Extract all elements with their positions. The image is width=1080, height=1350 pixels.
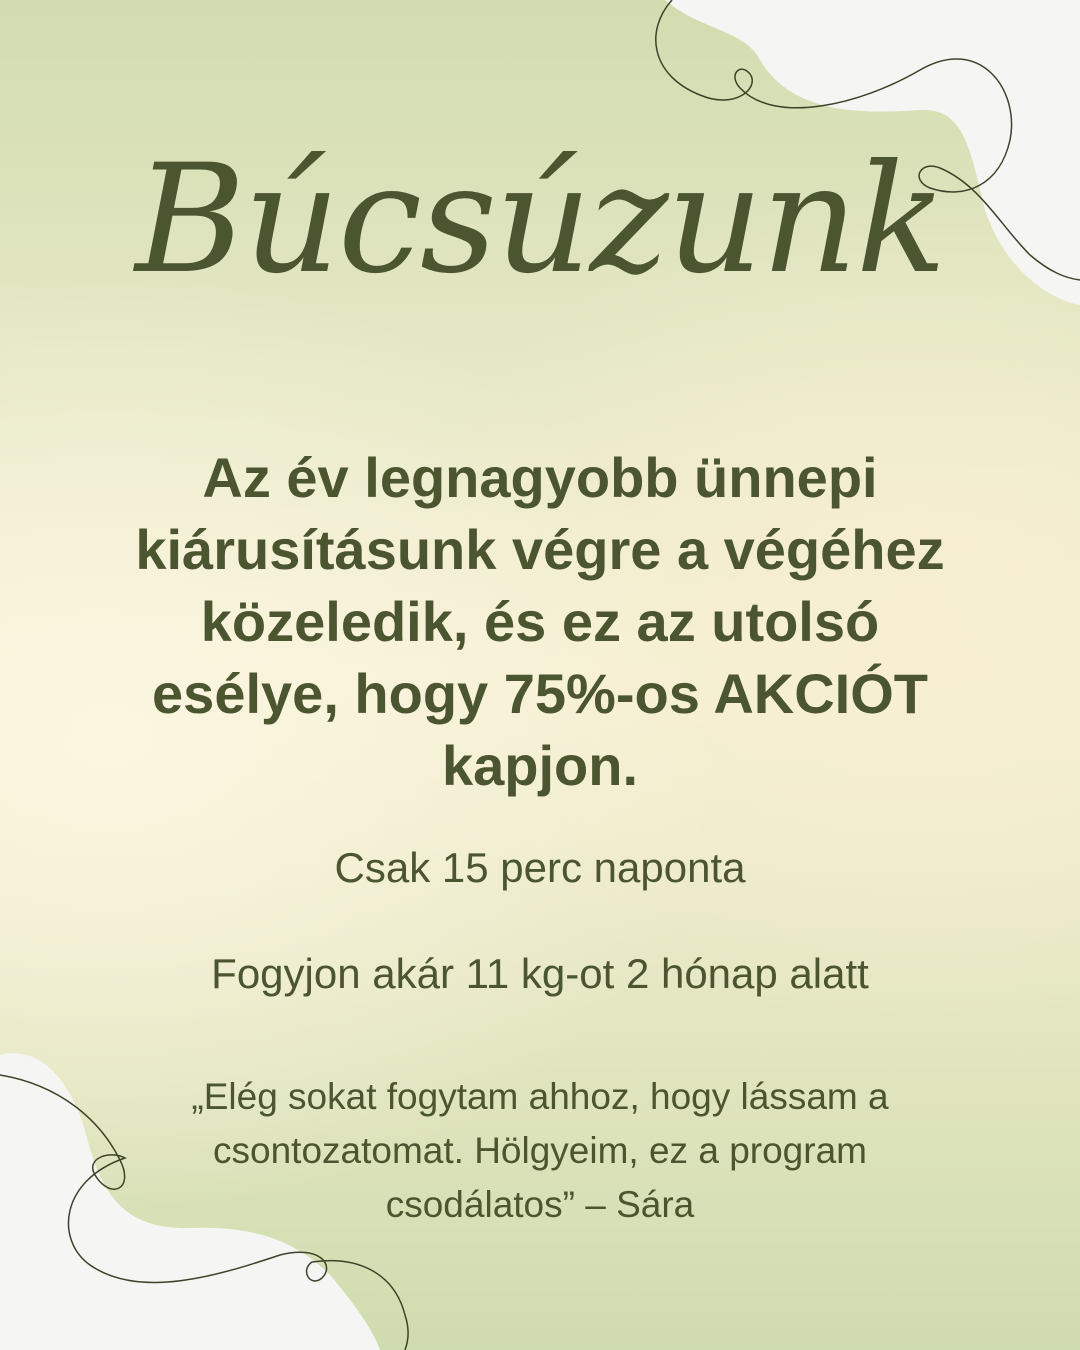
- headline: Az év legnagyobb ünnepi kiárusításunk végre a végéhez közeledik, és ez az utolsó esélye, hogy 75%-os AKCIÓT kapjon.: [135, 446, 945, 797]
- daily-minutes-text: Csak 15 perc naponta: [334, 844, 746, 891]
- title: Búcsúzunk: [135, 133, 945, 307]
- weight-loss-text: Fogyjon akár 11 kg-ot 2 hónap alatt: [211, 950, 869, 997]
- testimonial-quote: „Elég sokat fogytam ahhoz, hogy lássam a csontozatomat. Hölgyeim, ez a program csodálatos” – Sára: [191, 1076, 889, 1225]
